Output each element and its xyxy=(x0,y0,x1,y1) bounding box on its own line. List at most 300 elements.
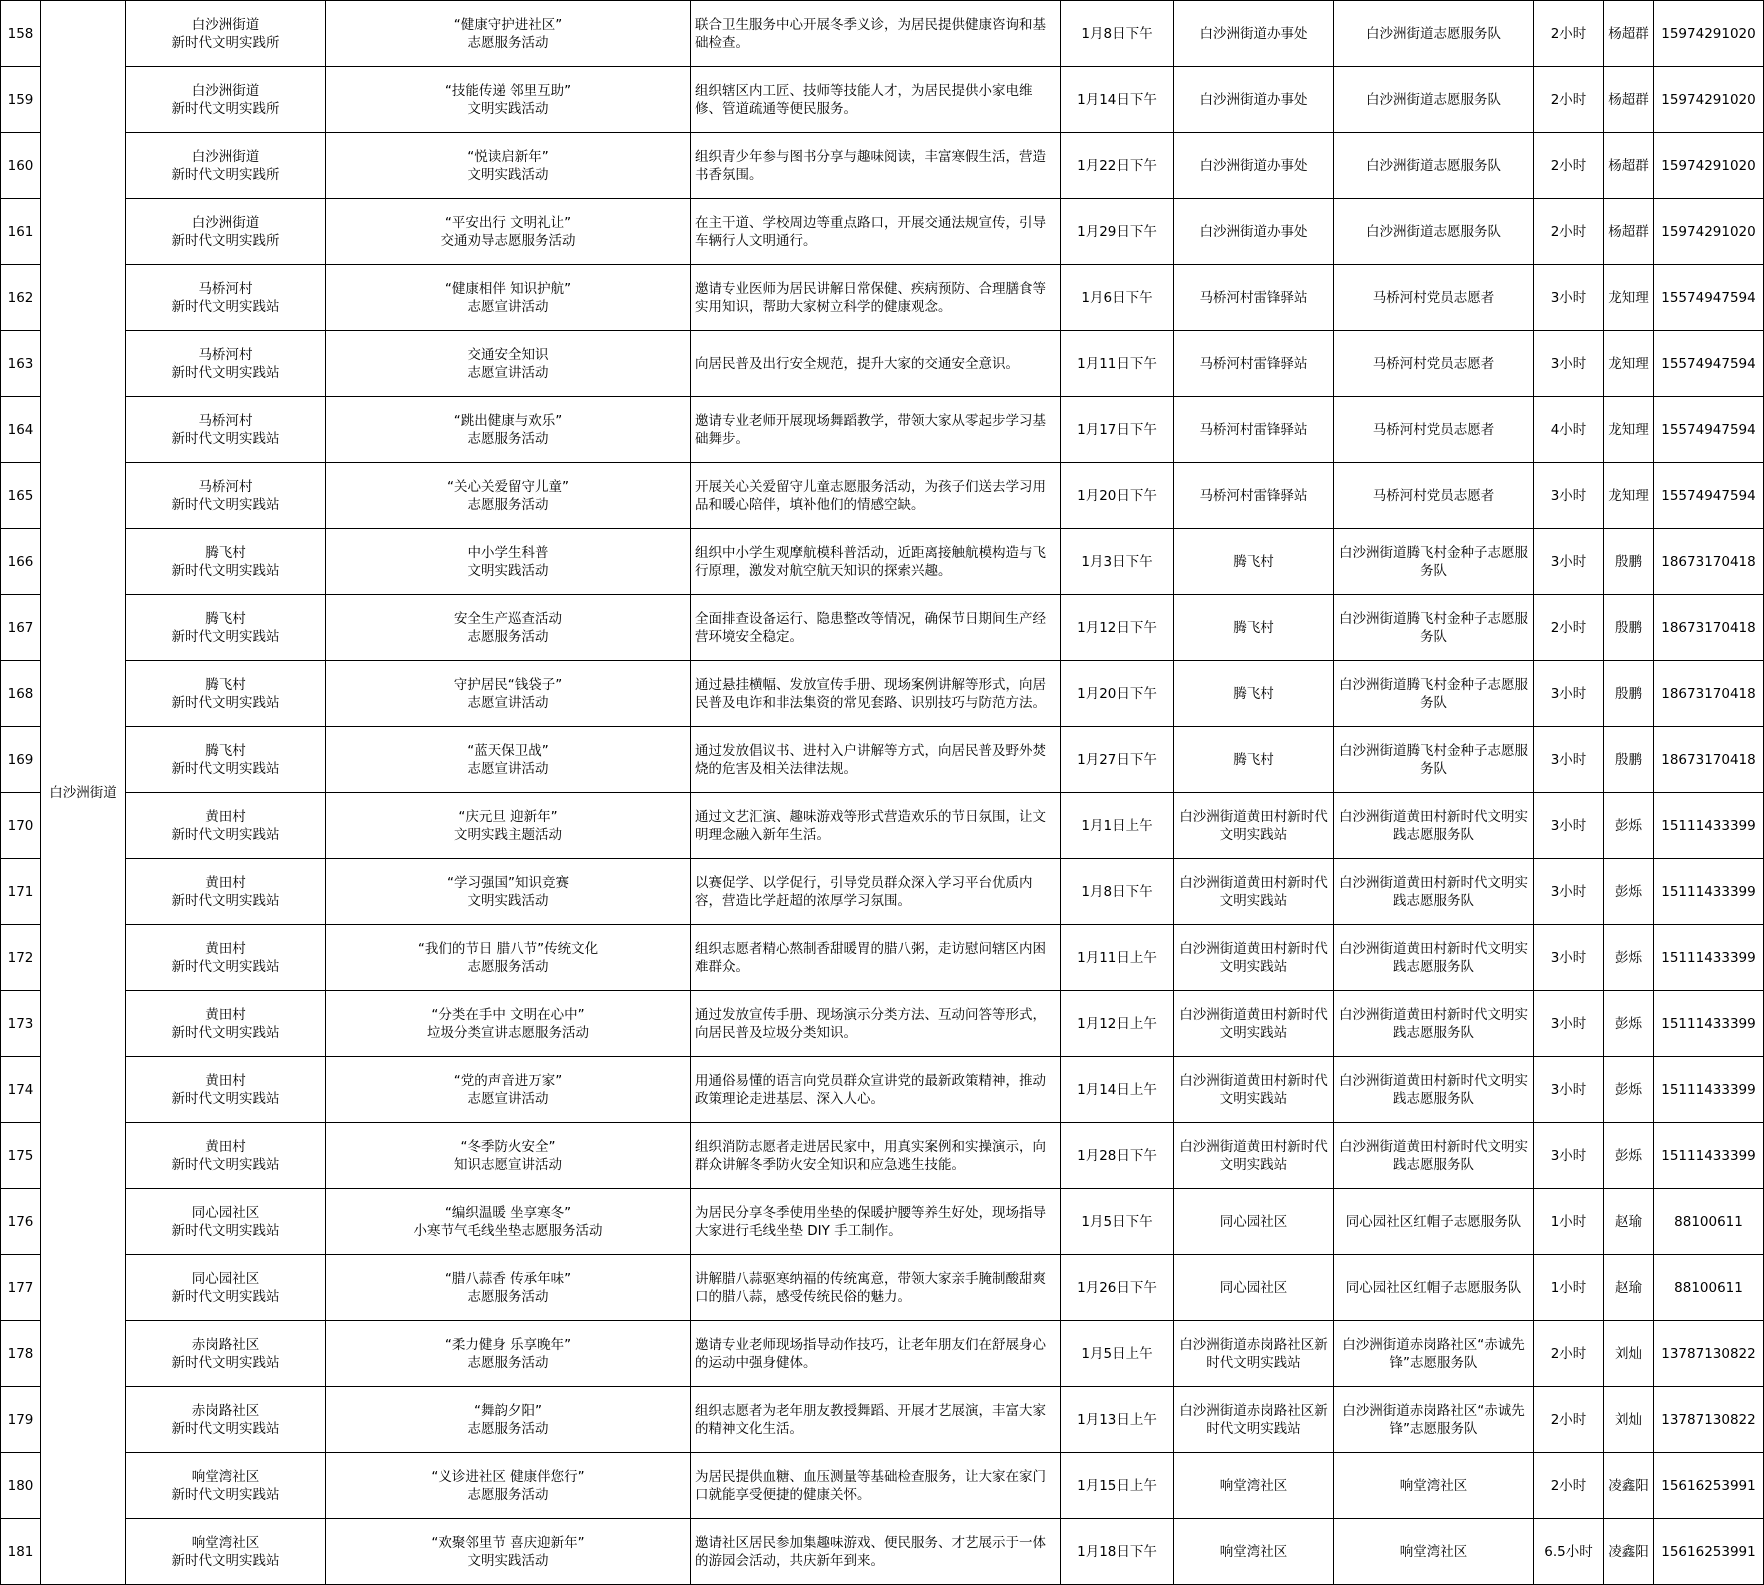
activity-name-line: 志愿服务活动 xyxy=(467,1288,549,1305)
activity-location-cell: 马桥河村雷锋驿站 xyxy=(1174,265,1334,331)
activity-name-cell xyxy=(326,727,691,793)
duration-cell: 3小时 xyxy=(1534,1057,1604,1123)
duration-cell: 2小时 xyxy=(1534,199,1604,265)
activity-name-line: 交通劝导志愿服务活动 xyxy=(440,232,576,249)
station-cell xyxy=(126,331,326,397)
station-line: 新时代文明实践站 xyxy=(171,496,280,513)
activity-content-cell: 通过文艺汇演、趣味游戏等形式营造欢乐的节日氛围，让文明理念融入新年生活。 xyxy=(691,793,1061,859)
activity-location-cell: 马桥河村雷锋驿站 xyxy=(1174,397,1334,463)
volunteer-team-cell: 白沙洲街道志愿服务队 xyxy=(1334,199,1534,265)
activity-location-cell: 同心园社区 xyxy=(1174,1255,1334,1321)
activity-time-cell: 1月27日下午 xyxy=(1061,727,1174,793)
activity-name-line: “学习强国”知识竞赛 xyxy=(447,874,569,891)
table-row xyxy=(1,661,1764,727)
row-number-cell: 178 xyxy=(1,1321,41,1387)
activity-name-cell xyxy=(326,661,691,727)
row-number-cell: 167 xyxy=(1,595,41,661)
volunteer-team-cell: 白沙洲街道黄田村新时代文明实践志愿服务队 xyxy=(1334,991,1534,1057)
duration-cell: 2小时 xyxy=(1534,1321,1604,1387)
station-cell xyxy=(126,1519,326,1585)
phone-cell: 15111433399 xyxy=(1654,991,1764,1057)
activity-name-line: 文明实践活动 xyxy=(467,892,549,909)
activity-name-line: “技能传递 邻里互助” xyxy=(444,82,572,99)
row-number-cell: 166 xyxy=(1,529,41,595)
row-number-cell: 176 xyxy=(1,1189,41,1255)
activity-name-line: 文明实践活动 xyxy=(467,562,549,579)
activity-location-cell: 响堂湾社区 xyxy=(1174,1519,1334,1585)
volunteer-team-cell: 白沙洲街道黄田村新时代文明实践志愿服务队 xyxy=(1334,793,1534,859)
table-row xyxy=(1,199,1764,265)
activity-content-cell: 讲解腊八蒜驱寒纳福的传统寓意，带领大家亲手腌制酸甜爽口的腊八蒜，感受传统民俗的魅力。 xyxy=(691,1255,1061,1321)
volunteer-team-cell: 白沙洲街道志愿服务队 xyxy=(1334,1,1534,67)
table-row xyxy=(1,1123,1764,1189)
activity-content-cell: 组织中小学生观摩航模科普活动，近距离接触航模构造与飞行原理，激发对航空航天知识的探索兴趣。 xyxy=(691,529,1061,595)
activity-location-cell: 白沙洲街道办事处 xyxy=(1174,133,1334,199)
activity-location-cell: 腾飞村 xyxy=(1174,529,1334,595)
phone-cell: 88100611 xyxy=(1654,1189,1764,1255)
activity-name-line: 志愿宣讲活动 xyxy=(467,298,549,315)
phone-cell: 88100611 xyxy=(1654,1255,1764,1321)
activity-name-line: “舞韵夕阳” xyxy=(474,1402,542,1419)
table-row xyxy=(1,265,1764,331)
activity-time-cell: 1月8日下午 xyxy=(1061,1,1174,67)
duration-cell: 4小时 xyxy=(1534,397,1604,463)
activity-name-line: “腊八蒜香 传承年味” xyxy=(444,1270,572,1287)
contact-person-cell: 彭烁 xyxy=(1604,925,1654,991)
activity-time-cell: 1月15日上午 xyxy=(1061,1453,1174,1519)
station-line: 新时代文明实践所 xyxy=(171,34,280,51)
station-line: 新时代文明实践站 xyxy=(171,562,280,579)
activity-content-cell: 通过发放宣传手册、现场演示分类方法、互动问答等形式，向居民普及垃圾分类知识。 xyxy=(691,991,1061,1057)
table-row xyxy=(1,1321,1764,1387)
duration-cell: 3小时 xyxy=(1534,727,1604,793)
station-cell xyxy=(126,133,326,199)
row-number-cell: 179 xyxy=(1,1387,41,1453)
station-line: 马桥河村 xyxy=(198,280,253,297)
station-cell xyxy=(126,529,326,595)
duration-cell: 6.5小时 xyxy=(1534,1519,1604,1585)
station-line: 新时代文明实践站 xyxy=(171,760,280,777)
activity-time-cell: 1月17日下午 xyxy=(1061,397,1174,463)
volunteer-team-cell: 白沙洲街道赤岗路社区“赤诚先锋”志愿服务队 xyxy=(1334,1387,1534,1453)
activity-time-cell: 1月11日上午 xyxy=(1061,925,1174,991)
station-line: 新时代文明实践站 xyxy=(171,364,280,381)
activity-name-line: “柔力健身 乐享晚年” xyxy=(444,1336,572,1353)
activity-name-line: “义诊进社区 健康伴您行” xyxy=(431,1468,585,1485)
activity-name-line: “平安出行 文明礼让” xyxy=(444,214,572,231)
activity-name-line: “分类在手中 文明在心中” xyxy=(431,1006,585,1023)
station-line: 新时代文明实践站 xyxy=(171,694,280,711)
activity-name-line: “跳出健康与欢乐” xyxy=(453,412,563,429)
activity-location-cell: 腾飞村 xyxy=(1174,661,1334,727)
station-cell xyxy=(126,1321,326,1387)
activity-time-cell: 1月13日上午 xyxy=(1061,1387,1174,1453)
station-line: 黄田村 xyxy=(205,1138,246,1155)
table-row xyxy=(1,793,1764,859)
activity-location-cell: 白沙洲街道赤岗路社区新时代文明实践站 xyxy=(1174,1387,1334,1453)
activity-name-line: “关心关爱留守儿童” xyxy=(447,478,569,495)
station-line: 新时代文明实践站 xyxy=(171,1024,280,1041)
activity-time-cell: 1月22日下午 xyxy=(1061,133,1174,199)
activity-name-line: 文明实践活动 xyxy=(467,166,549,183)
duration-cell: 3小时 xyxy=(1534,331,1604,397)
contact-person-cell: 龙知理 xyxy=(1604,265,1654,331)
station-cell xyxy=(126,265,326,331)
table-row xyxy=(1,991,1764,1057)
activity-time-cell: 1月5日上午 xyxy=(1061,1321,1174,1387)
phone-cell: 15616253991 xyxy=(1654,1453,1764,1519)
activity-location-cell: 响堂湾社区 xyxy=(1174,1453,1334,1519)
contact-person-cell: 刘灿 xyxy=(1604,1387,1654,1453)
phone-cell: 15111433399 xyxy=(1654,925,1764,991)
activity-name-line: “欢聚邻里节 喜庆迎新年” xyxy=(431,1534,585,1551)
activity-name-line: 安全生产巡查活动 xyxy=(454,610,562,627)
station-line: 赤岗路社区 xyxy=(191,1402,260,1419)
activity-name-cell xyxy=(326,1453,691,1519)
contact-person-cell: 刘灿 xyxy=(1604,1321,1654,1387)
activity-name-line: 志愿服务活动 xyxy=(467,628,549,645)
table-row xyxy=(1,1519,1764,1585)
station-line: 同心园社区 xyxy=(191,1270,260,1287)
contact-person-cell: 彭烁 xyxy=(1604,793,1654,859)
contact-person-cell: 凌鑫阳 xyxy=(1604,1453,1654,1519)
activity-location-cell: 白沙洲街道办事处 xyxy=(1174,1,1334,67)
station-line: 新时代文明实践站 xyxy=(171,826,280,843)
activity-location-cell: 同心园社区 xyxy=(1174,1189,1334,1255)
station-line: 腾飞村 xyxy=(205,544,246,561)
table-row xyxy=(1,1387,1764,1453)
activity-name-line: 知识志愿宣讲活动 xyxy=(454,1156,562,1173)
activity-time-cell: 1月26日下午 xyxy=(1061,1255,1174,1321)
activity-content-cell: 邀请专业医师为居民讲解日常保健、疾病预防、合理膳食等实用知识，帮助大家树立科学的健康观念。 xyxy=(691,265,1061,331)
duration-cell: 3小时 xyxy=(1534,1123,1604,1189)
activity-time-cell: 1月20日下午 xyxy=(1061,661,1174,727)
activity-name-cell xyxy=(326,793,691,859)
activity-location-cell: 马桥河村雷锋驿站 xyxy=(1174,463,1334,529)
volunteer-team-cell: 白沙洲街道黄田村新时代文明实践志愿服务队 xyxy=(1334,925,1534,991)
duration-cell: 2小时 xyxy=(1534,133,1604,199)
contact-person-cell: 龙知理 xyxy=(1604,331,1654,397)
table-row xyxy=(1,67,1764,133)
row-number-cell: 181 xyxy=(1,1519,41,1585)
station-line: 新时代文明实践站 xyxy=(171,430,280,447)
activity-name-cell xyxy=(326,859,691,925)
street-cell: 白沙洲街道 xyxy=(41,1,126,1585)
activity-name-line: “健康相伴 知识护航” xyxy=(444,280,572,297)
station-line: 响堂湾社区 xyxy=(191,1534,260,1551)
table-row xyxy=(1,1189,1764,1255)
activity-name-cell xyxy=(326,1387,691,1453)
activity-location-cell: 白沙洲街道办事处 xyxy=(1174,67,1334,133)
row-number-cell: 168 xyxy=(1,661,41,727)
station-line: 白沙洲街道 xyxy=(191,214,260,231)
station-cell xyxy=(126,1189,326,1255)
phone-cell: 18673170418 xyxy=(1654,661,1764,727)
contact-person-cell: 殷鹏 xyxy=(1604,727,1654,793)
activity-content-cell: 组织青少年参与图书分享与趣味阅读，丰富寒假生活，营造书香氛围。 xyxy=(691,133,1061,199)
table-row xyxy=(1,595,1764,661)
activity-content-cell: 组织消防志愿者走进居民家中，用真实案例和实操演示，向群众讲解冬季防火安全知识和应急逃生技能。 xyxy=(691,1123,1061,1189)
phone-cell: 18673170418 xyxy=(1654,727,1764,793)
activity-name-line: 志愿服务活动 xyxy=(467,1354,549,1371)
activity-name-line: 中小学生科普 xyxy=(467,544,549,561)
table-row xyxy=(1,1453,1764,1519)
activity-location-cell: 腾飞村 xyxy=(1174,727,1334,793)
station-line: 新时代文明实践站 xyxy=(171,628,280,645)
station-line: 新时代文明实践所 xyxy=(171,100,280,117)
activity-time-cell: 1月28日下午 xyxy=(1061,1123,1174,1189)
activity-content-cell: 开展关心关爱留守儿童志愿服务活动，为孩子们送去学习用品和暖心陪伴，填补他们的情感空缺。 xyxy=(691,463,1061,529)
contact-person-cell: 龙知理 xyxy=(1604,463,1654,529)
station-cell xyxy=(126,199,326,265)
volunteer-team-cell: 白沙洲街道赤岗路社区“赤诚先锋”志愿服务队 xyxy=(1334,1321,1534,1387)
row-number-cell: 175 xyxy=(1,1123,41,1189)
row-number-cell: 161 xyxy=(1,199,41,265)
station-cell xyxy=(126,925,326,991)
station-line: 新时代文明实践站 xyxy=(171,1156,280,1173)
station-line: 黄田村 xyxy=(205,940,246,957)
activity-time-cell: 1月3日下午 xyxy=(1061,529,1174,595)
activity-content-cell: 组织志愿者精心熬制香甜暖胃的腊八粥，走访慰问辖区内困难群众。 xyxy=(691,925,1061,991)
activity-time-cell: 1月18日下午 xyxy=(1061,1519,1174,1585)
station-cell xyxy=(126,1387,326,1453)
phone-cell: 18673170418 xyxy=(1654,595,1764,661)
row-number-cell: 177 xyxy=(1,1255,41,1321)
contact-person-cell: 彭烁 xyxy=(1604,1057,1654,1123)
station-line: 白沙洲街道 xyxy=(191,16,260,33)
activity-name-line: 交通安全知识 xyxy=(467,346,549,363)
activity-content-cell: 联合卫生服务中心开展冬季义诊，为居民提供健康咨询和基础检查。 xyxy=(691,1,1061,67)
station-line: 腾飞村 xyxy=(205,676,246,693)
activity-content-cell: 全面排查设备运行、隐患整改等情况，确保节日期间生产经营环境安全稳定。 xyxy=(691,595,1061,661)
phone-cell: 15574947594 xyxy=(1654,397,1764,463)
phone-cell: 15574947594 xyxy=(1654,463,1764,529)
station-line: 新时代文明实践站 xyxy=(171,1354,280,1371)
activity-name-line: 小寒节气毛线坐垫志愿服务活动 xyxy=(413,1222,603,1239)
activity-name-line: 志愿服务活动 xyxy=(467,958,549,975)
activity-name-line: “庆元旦 迎新年” xyxy=(458,808,558,825)
activity-location-cell: 白沙洲街道赤岗路社区新时代文明实践站 xyxy=(1174,1321,1334,1387)
activity-name-line: “悦读启新年” xyxy=(467,148,549,165)
contact-person-cell: 龙知理 xyxy=(1604,397,1654,463)
activity-time-cell: 1月6日下午 xyxy=(1061,265,1174,331)
station-cell xyxy=(126,661,326,727)
activity-name-line: 志愿服务活动 xyxy=(467,34,549,51)
table-row xyxy=(1,1255,1764,1321)
activity-name-line: 文明实践活动 xyxy=(467,100,549,117)
volunteer-team-cell: 白沙洲街道腾飞村金种子志愿服务队 xyxy=(1334,595,1534,661)
activity-name-cell xyxy=(326,925,691,991)
station-line: 腾飞村 xyxy=(205,742,246,759)
contact-person-cell: 赵瑜 xyxy=(1604,1189,1654,1255)
duration-cell: 2小时 xyxy=(1534,1453,1604,1519)
activity-location-cell: 白沙洲街道黄田村新时代文明实践站 xyxy=(1174,1123,1334,1189)
volunteer-team-cell: 白沙洲街道腾飞村金种子志愿服务队 xyxy=(1334,727,1534,793)
station-cell xyxy=(126,727,326,793)
phone-cell: 15111433399 xyxy=(1654,859,1764,925)
station-cell xyxy=(126,1453,326,1519)
activity-name-line: 志愿宣讲活动 xyxy=(467,1090,549,1107)
station-line: 新时代文明实践站 xyxy=(171,892,280,909)
volunteer-team-cell: 同心园社区红帽子志愿服务队 xyxy=(1334,1189,1534,1255)
station-line: 黄田村 xyxy=(205,874,246,891)
duration-cell: 3小时 xyxy=(1534,463,1604,529)
activity-content-cell: 邀请社区居民参加集趣味游戏、便民服务、才艺展示于一体的游园会活动，共庆新年到来。 xyxy=(691,1519,1061,1585)
phone-cell: 15974291020 xyxy=(1654,67,1764,133)
activity-location-cell: 白沙洲街道黄田村新时代文明实践站 xyxy=(1174,925,1334,991)
activity-name-line: 志愿宣讲活动 xyxy=(467,694,549,711)
table-row xyxy=(1,331,1764,397)
activity-content-cell: 通过悬挂横幅、发放宣传手册、现场案例讲解等形式，向居民普及电诈和非法集资的常见套路、识别技巧与防范方法。 xyxy=(691,661,1061,727)
activity-name-cell xyxy=(326,529,691,595)
duration-cell: 3小时 xyxy=(1534,529,1604,595)
activity-name-cell xyxy=(326,1519,691,1585)
row-number-cell: 180 xyxy=(1,1453,41,1519)
station-line: 马桥河村 xyxy=(198,412,253,429)
activity-content-cell: 为居民分享冬季使用坐垫的保暖护腰等养生好处，现场指导大家进行毛线坐垫 DIY 手工制作。 xyxy=(691,1189,1061,1255)
station-line: 新时代文明实践所 xyxy=(171,232,280,249)
volunteer-team-cell: 白沙洲街道志愿服务队 xyxy=(1334,133,1534,199)
activity-name-cell xyxy=(326,331,691,397)
activity-content-cell: 通过发放倡议书、进村入户讲解等方式，向居民普及野外焚烧的危害及相关法律法规。 xyxy=(691,727,1061,793)
duration-cell: 2小时 xyxy=(1534,67,1604,133)
activity-name-line: 志愿服务活动 xyxy=(467,496,549,513)
volunteer-team-cell: 马桥河村党员志愿者 xyxy=(1334,265,1534,331)
activity-name-line: “我们的节日 腊八节”传统文化 xyxy=(417,940,599,957)
contact-person-cell: 杨超群 xyxy=(1604,1,1654,67)
phone-cell: 15616253991 xyxy=(1654,1519,1764,1585)
duration-cell: 2小时 xyxy=(1534,1,1604,67)
phone-cell: 15111433399 xyxy=(1654,1057,1764,1123)
contact-person-cell: 殷鹏 xyxy=(1604,529,1654,595)
contact-person-cell: 凌鑫阳 xyxy=(1604,1519,1654,1585)
activity-name-cell xyxy=(326,1189,691,1255)
table-row xyxy=(1,133,1764,199)
row-number-cell: 172 xyxy=(1,925,41,991)
station-line: 黄田村 xyxy=(205,808,246,825)
activity-location-cell: 白沙洲街道黄田村新时代文明实践站 xyxy=(1174,1057,1334,1123)
station-line: 新时代文明实践站 xyxy=(171,1552,280,1569)
table-row xyxy=(1,925,1764,991)
station-line: 新时代文明实践站 xyxy=(171,1288,280,1305)
activity-time-cell: 1月20日下午 xyxy=(1061,463,1174,529)
station-cell xyxy=(126,67,326,133)
activity-time-cell: 1月14日上午 xyxy=(1061,1057,1174,1123)
contact-person-cell: 杨超群 xyxy=(1604,133,1654,199)
contact-person-cell: 杨超群 xyxy=(1604,67,1654,133)
station-cell xyxy=(126,793,326,859)
activity-time-cell: 1月12日上午 xyxy=(1061,991,1174,1057)
row-number-cell: 173 xyxy=(1,991,41,1057)
volunteer-team-cell: 白沙洲街道腾飞村金种子志愿服务队 xyxy=(1334,529,1534,595)
duration-cell: 2小时 xyxy=(1534,595,1604,661)
station-cell xyxy=(126,1057,326,1123)
activity-time-cell: 1月1日上午 xyxy=(1061,793,1174,859)
station-line: 赤岗路社区 xyxy=(191,1336,260,1353)
row-number-cell: 170 xyxy=(1,793,41,859)
activity-time-cell: 1月14日下午 xyxy=(1061,67,1174,133)
activity-name-cell xyxy=(326,1,691,67)
activity-name-cell xyxy=(326,397,691,463)
phone-cell: 18673170418 xyxy=(1654,529,1764,595)
table-row xyxy=(1,397,1764,463)
activity-name-line: 文明实践活动 xyxy=(467,1552,549,1569)
activity-name-line: “冬季防火安全” xyxy=(460,1138,556,1155)
phone-cell: 15574947594 xyxy=(1654,331,1764,397)
duration-cell: 3小时 xyxy=(1534,793,1604,859)
phone-cell: 13787130822 xyxy=(1654,1321,1764,1387)
station-line: 新时代文明实践所 xyxy=(171,166,280,183)
contact-person-cell: 赵瑜 xyxy=(1604,1255,1654,1321)
station-line: 新时代文明实践站 xyxy=(171,1486,280,1503)
activity-time-cell: 1月8日下午 xyxy=(1061,859,1174,925)
table-row xyxy=(1,463,1764,529)
row-number-cell: 165 xyxy=(1,463,41,529)
station-line: 黄田村 xyxy=(205,1006,246,1023)
activity-name-cell xyxy=(326,199,691,265)
activity-name-cell xyxy=(326,133,691,199)
volunteer-team-cell: 白沙洲街道黄田村新时代文明实践志愿服务队 xyxy=(1334,859,1534,925)
volunteer-team-cell: 马桥河村党员志愿者 xyxy=(1334,331,1534,397)
activity-time-cell: 1月12日下午 xyxy=(1061,595,1174,661)
volunteer-team-cell: 白沙洲街道志愿服务队 xyxy=(1334,67,1534,133)
station-line: 白沙洲街道 xyxy=(191,82,260,99)
row-number-cell: 174 xyxy=(1,1057,41,1123)
duration-cell: 3小时 xyxy=(1534,661,1604,727)
phone-cell: 15111433399 xyxy=(1654,1123,1764,1189)
contact-person-cell: 殷鹏 xyxy=(1604,661,1654,727)
activity-time-cell: 1月29日下午 xyxy=(1061,199,1174,265)
station-line: 新时代文明实践站 xyxy=(171,958,280,975)
activity-time-cell: 1月5日下午 xyxy=(1061,1189,1174,1255)
contact-person-cell: 杨超群 xyxy=(1604,199,1654,265)
activity-location-cell: 腾飞村 xyxy=(1174,595,1334,661)
station-line: 新时代文明实践站 xyxy=(171,1090,280,1107)
phone-cell: 15574947594 xyxy=(1654,265,1764,331)
row-number-cell: 169 xyxy=(1,727,41,793)
station-line: 响堂湾社区 xyxy=(191,1468,260,1485)
station-cell xyxy=(126,397,326,463)
activity-name-line: 志愿服务活动 xyxy=(467,1420,549,1437)
volunteer-team-cell: 白沙洲街道腾飞村金种子志愿服务队 xyxy=(1334,661,1534,727)
activity-location-cell: 白沙洲街道办事处 xyxy=(1174,199,1334,265)
activity-location-cell: 白沙洲街道黄田村新时代文明实践站 xyxy=(1174,859,1334,925)
row-number-cell: 162 xyxy=(1,265,41,331)
volunteer-team-cell: 白沙洲街道黄田村新时代文明实践志愿服务队 xyxy=(1334,1123,1534,1189)
station-line: 新时代文明实践站 xyxy=(171,1222,280,1239)
station-line: 黄田村 xyxy=(205,1072,246,1089)
station-line: 新时代文明实践站 xyxy=(171,298,280,315)
station-cell xyxy=(126,859,326,925)
activity-name-line: 文明实践主题活动 xyxy=(454,826,562,843)
volunteer-team-cell: 白沙洲街道黄田村新时代文明实践志愿服务队 xyxy=(1334,1057,1534,1123)
activity-name-cell xyxy=(326,991,691,1057)
activity-name-cell xyxy=(326,1321,691,1387)
station-cell xyxy=(126,595,326,661)
phone-cell: 15974291020 xyxy=(1654,133,1764,199)
activity-content-cell: 邀请专业老师开展现场舞蹈教学，带领大家从零起步学习基础舞步。 xyxy=(691,397,1061,463)
station-line: 同心园社区 xyxy=(191,1204,260,1221)
activity-name-cell xyxy=(326,1057,691,1123)
activity-location-cell: 马桥河村雷锋驿站 xyxy=(1174,331,1334,397)
activity-content-cell: 以赛促学、以学促行，引导党员群众深入学习平台优质内容，营造比学赶超的浓厚学习氛围。 xyxy=(691,859,1061,925)
duration-cell: 1小时 xyxy=(1534,1189,1604,1255)
table-body xyxy=(1,1,1764,1585)
volunteer-team-cell: 同心园社区红帽子志愿服务队 xyxy=(1334,1255,1534,1321)
activity-name-cell xyxy=(326,595,691,661)
station-cell xyxy=(126,1123,326,1189)
activity-name-line: “蓝天保卫战” xyxy=(467,742,549,759)
